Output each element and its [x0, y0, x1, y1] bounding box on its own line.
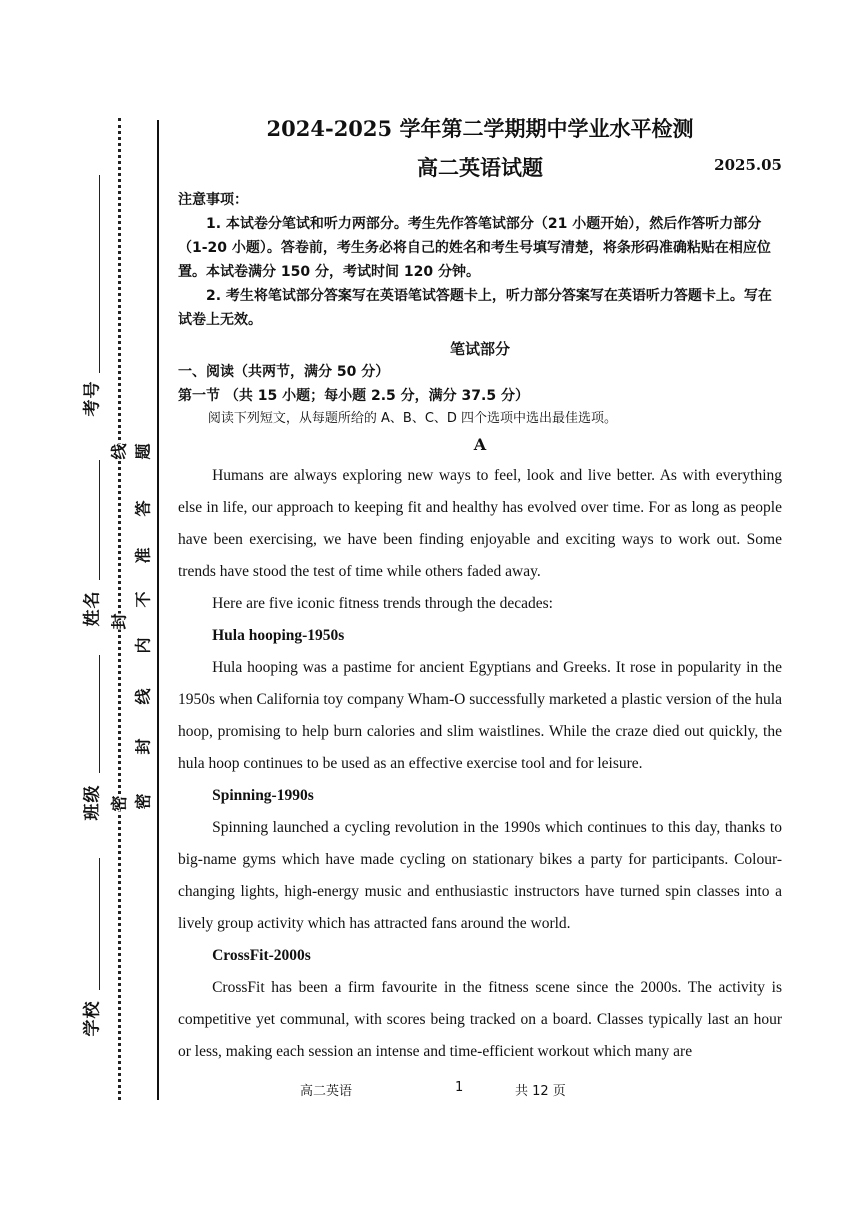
seal-char-outer: 线 — [107, 443, 130, 459]
note-item: 2. 考生将笔试部分答案写在英语笔试答题卡上，听力部分答案写在英语听力答题卡上。写在试卷上无效。 — [178, 288, 772, 328]
paragraph: Spinning launched a cycling revolution in the 1990s which continues to this day, thanks to big-name gyms which have made cycling on stationary bikes a party for participants. Colour-changing lights, high-energy music and enthusiastic instructors have turned spin classes into a lively group activity which has attracted fans around the world. — [178, 819, 782, 932]
binding-strip — [0, 0, 170, 1120]
seal-char: 内 — [133, 637, 153, 654]
seal-char: 准 — [133, 547, 153, 564]
note-item: 1. 本试卷分笔试和听力两部分。考生先作答笔试部分（21 小题开始），然后作答听力部分（1-20 小题）。答卷前，考生务必将自己的姓名和考生号填写清楚，将条形码准确粘贴在相应位置。本试卷满分 150 分，考试时间 120 分钟。 — [178, 216, 771, 280]
section-title: 笔试部分 — [449, 340, 510, 358]
seal-char-outer: 密 — [107, 795, 130, 811]
trend-heading: Hula hooping-1950s — [212, 627, 345, 644]
seal-char: 线 — [133, 688, 153, 705]
exam-title: 2024-2025 学年第二学期期中学业水平检测 — [266, 116, 694, 141]
seal-char: 题 — [133, 443, 153, 460]
seal-char: 封 — [133, 738, 153, 755]
paragraph: CrossFit has been a firm favourite in the fitness scene since the 2000s. The activity is competitive yet communal, with scores being tracked on a board. Classes typically last an hour or less, making each session an intense and time-efficient workout which many are — [178, 979, 782, 1060]
field-label-school: 学校 — [82, 1000, 103, 1037]
passage-body — [178, 460, 782, 1068]
field-line-name[interactable] — [99, 460, 100, 580]
field-label-exam-no: 考号 — [82, 380, 103, 417]
trend-heading: CrossFit-2000s — [212, 947, 311, 964]
part-subheading: 第一节 （共 15 小题；每小题 2.5 分，满分 37.5 分） — [178, 388, 529, 404]
instruction-text: 阅读下列短文，从每题所给的 A、B、C、D 四个选项中选出最佳选项。 — [207, 411, 618, 426]
page-footer — [0, 1080, 860, 1100]
notes-block — [178, 188, 782, 332]
margin-rule — [157, 120, 159, 1100]
footer-total-pages: 共 12 页 — [515, 1084, 566, 1099]
paragraph: Hula hooping was a pastime for ancient Egyptians and Greeks. It rose in popularity in the 1950s when California toy company Wham-O successfully marketed a plastic version of the hula hoop, promising to help burn calories and slim waistlines. While the craze died out quickly, the hula hoop continues to be used as an effective exercise tool and for leisure. — [178, 659, 782, 772]
footer-subject: 高二英语 — [300, 1084, 353, 1099]
seal-char: 密 — [133, 793, 153, 810]
paragraph: Humans are always exploring new ways to feel, look and live better. As with everything else in life, our approach to keeping fit and healthy has evolved over time. For as long as people have been exercising, we have been finding enjoyable and exciting ways to work out. Some trends have stood the test of time while others faded away. — [178, 467, 782, 580]
footer-page-number: 1 — [455, 1080, 464, 1095]
field-label-class: 班级 — [82, 784, 103, 821]
field-line-exam-no[interactable] — [99, 175, 100, 373]
seal-char-outer: 封 — [107, 613, 130, 629]
field-line-class[interactable] — [99, 655, 100, 773]
field-label-name: 姓名 — [82, 590, 103, 627]
exam-date: 2025.05 — [714, 156, 782, 174]
part-heading: 一、阅读（共两节，满分 50 分） — [178, 364, 390, 380]
subtitle-row — [178, 150, 782, 186]
seal-char: 不 — [133, 591, 153, 608]
field-line-school[interactable] — [99, 858, 100, 990]
seal-char: 答 — [133, 500, 153, 517]
exam-content — [178, 112, 782, 1068]
exam-subtitle: 高二英语试题 — [417, 155, 543, 180]
dotted-seal-line — [118, 118, 121, 1100]
paragraph: Here are five iconic fitness trends through the decades: — [212, 595, 553, 612]
trend-heading: Spinning-1990s — [212, 787, 314, 804]
notes-heading: 注意事项： — [178, 192, 248, 208]
passage-label: A — [473, 435, 487, 454]
